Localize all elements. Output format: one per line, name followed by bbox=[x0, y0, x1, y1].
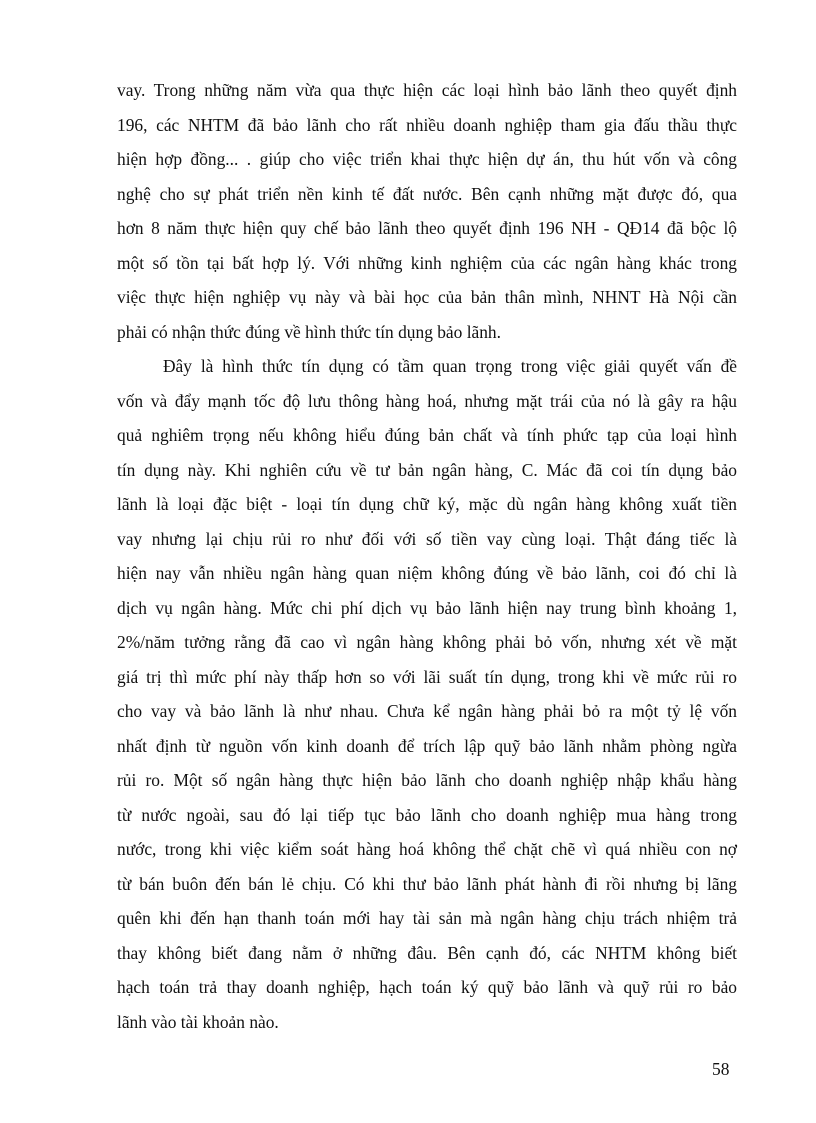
text-line: phải có nhận thức đúng về hình thức tín dụng bảo lãnh. bbox=[117, 321, 501, 342]
text-line: hiện nay vẫn nhiều ngân hàng quan niệm không đúng về bảo lãnh, coi đó chỉ là bbox=[117, 563, 737, 583]
text-line: từ nước ngoài, sau đó lại tiếp tục bảo lãnh cho doanh nghiệp mua hàng trong bbox=[117, 804, 737, 825]
text-line: 196, các NHTM đã bảo lãnh cho rất nhiều doanh nghiệp tham gia đấu thầu thực bbox=[117, 114, 737, 135]
paragraph-2 bbox=[117, 349, 737, 1039]
text-line: nghệ cho sự phát triển nền kinh tế đất nước. Bên cạnh những mặt được đó, qua bbox=[117, 183, 737, 204]
text-line: hiện hợp đồng... . giúp cho việc triển khai thực hiện dự án, thu hút vốn và công bbox=[117, 149, 737, 169]
paragraph-1 bbox=[117, 73, 737, 349]
text-line: vay. Trong những năm vừa qua thực hiện các loại hình bảo lãnh theo quyết định bbox=[117, 80, 737, 100]
text-line: quên khi đến hạn thanh toán mới hay tài sản mà ngân hàng chịu trách nhiệm trả bbox=[117, 908, 737, 928]
text-line: Đây là hình thức tín dụng có tầm quan trọng trong việc giải quyết vấn đề bbox=[163, 356, 737, 376]
text-line: dịch vụ ngân hàng. Mức chi phí dịch vụ bảo lãnh hiện nay trung bình khoảng 1, bbox=[117, 597, 737, 618]
text-line: rủi ro. Một số ngân hàng thực hiện bảo lãnh cho doanh nghiệp nhập khẩu hàng bbox=[117, 770, 737, 790]
text-line: vốn và đẩy mạnh tốc độ lưu thông hàng hoá, nhưng mặt trái của nó là gây ra hậu bbox=[117, 390, 737, 411]
text-line: tín dụng này. Khi nghiên cứu về tư bản ngân hàng, C. Mác đã coi tín dụng bảo bbox=[117, 459, 737, 480]
text-line: thay không biết đang nằm ở những đâu. Bên cạnh đó, các NHTM không biết bbox=[117, 942, 737, 963]
text-line: quả nghiêm trọng nếu không hiểu đúng bản chất và tính phức tạp của loại hình bbox=[117, 425, 737, 445]
text-line: nhất định từ nguồn vốn kinh doanh để trích lập quỹ bảo lãnh nhằm phòng ngừa bbox=[117, 735, 737, 756]
text-line: vay nhưng lại chịu rủi ro như đối với số tiền vay cùng loại. Thật đáng tiếc là bbox=[117, 528, 737, 549]
text-line: 2%/năm tưởng rằng đã cao vì ngân hàng không phải bỏ vốn, nhưng xét về mặt bbox=[117, 632, 737, 652]
text-line: giá trị thì mức phí này thấp hơn so với lãi suất tín dụng, trong khi về mức rủi ro bbox=[117, 666, 737, 687]
text-line: cho vay và bảo lãnh là như nhau. Chưa kể ngân hàng phải bỏ ra một tỷ lệ vốn bbox=[117, 701, 737, 721]
text-line: từ bán buôn đến bán lẻ chịu. Có khi thư bảo lãnh phát hành đi rồi nhưng bị lãng bbox=[117, 873, 737, 894]
text-line: hơn 8 năm thực hiện quy chế bảo lãnh theo quyết định 196 NH - QĐ14 đã bộc lộ bbox=[117, 218, 737, 238]
page-number: 58 bbox=[712, 1059, 730, 1079]
text-line: hạch toán trả thay doanh nghiệp, hạch toán ký quỹ bảo lãnh và quỹ rủi ro bảo bbox=[117, 977, 737, 997]
page-body bbox=[117, 73, 737, 1039]
text-line: nước, trong khi việc kiểm soát hàng hoá không thể chặt chẽ vì quá nhiều con nợ bbox=[117, 839, 737, 859]
text-line: lãnh vào tài khoản nào. bbox=[117, 1011, 279, 1032]
text-line: một số tồn tại bất hợp lý. Với những kinh nghiệm của các ngân hàng khác trong bbox=[117, 252, 737, 273]
text-line: lãnh là loại đặc biệt - loại tín dụng chữ ký, mặc dù ngân hàng không xuất tiền bbox=[117, 494, 737, 514]
text-line: việc thực hiện nghiệp vụ này và bài học của bản thân mình, NHNT Hà Nội cần bbox=[117, 287, 737, 307]
